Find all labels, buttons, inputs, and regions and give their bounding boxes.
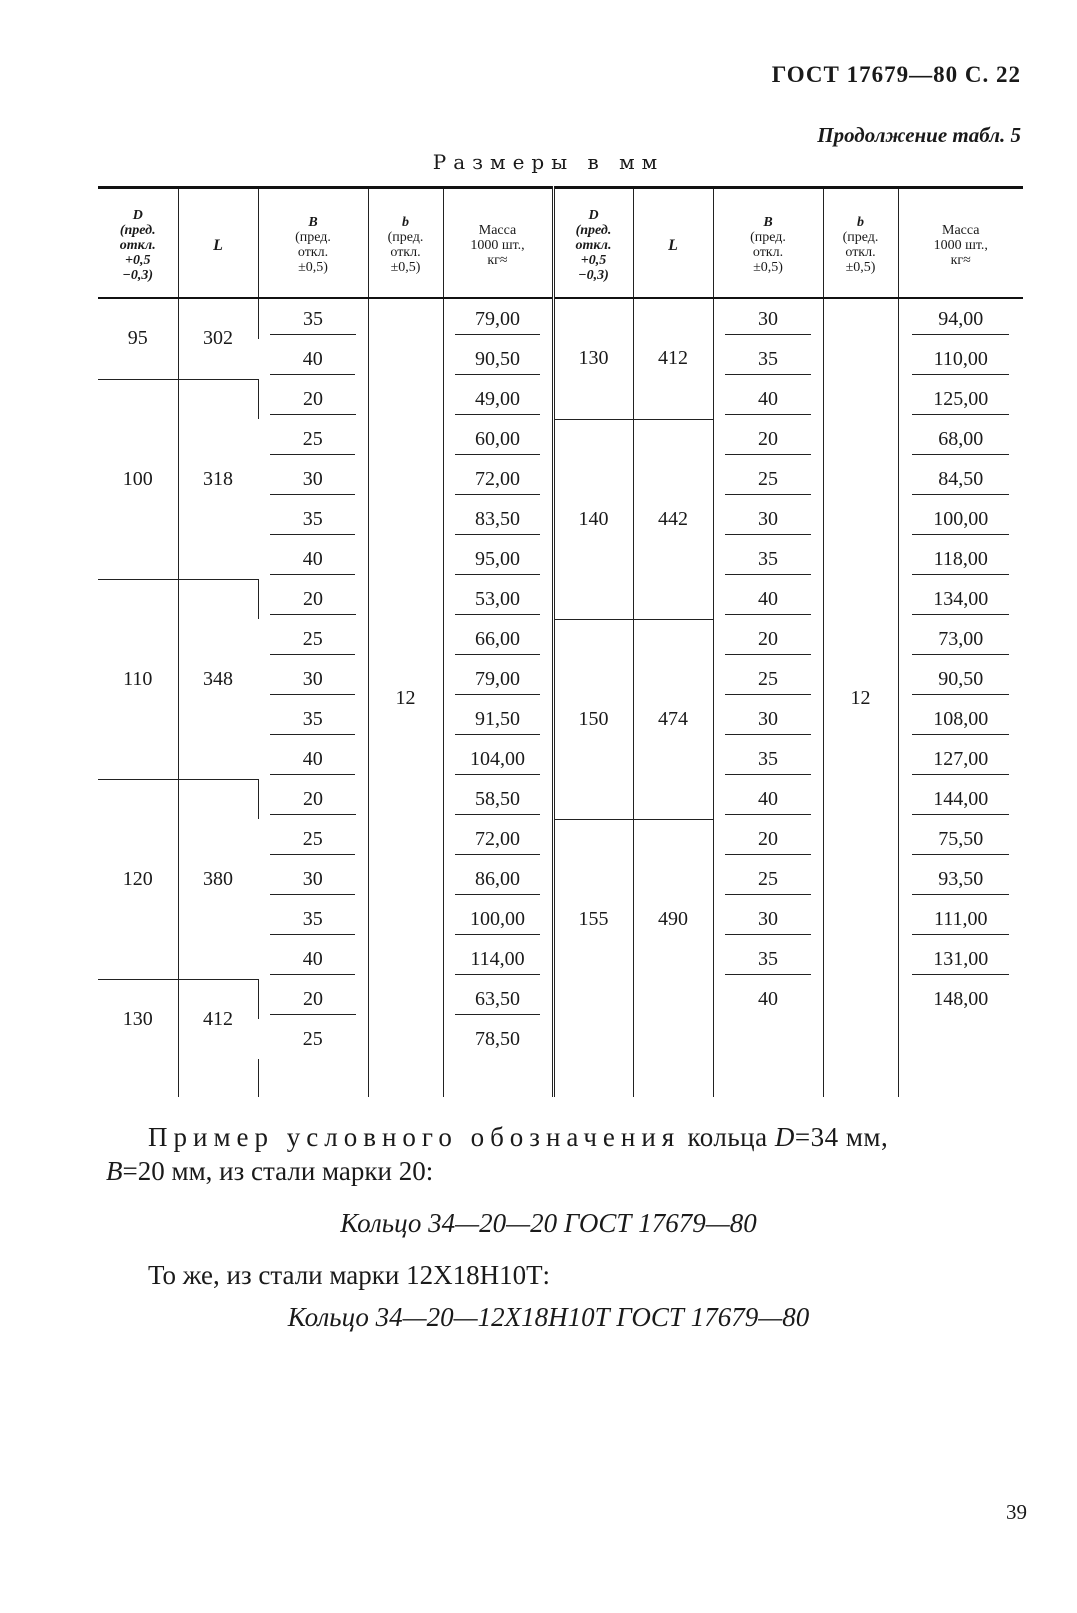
cell-mass-value: 66,00 (455, 624, 539, 655)
cell-mass-value: 134,00 (912, 584, 1009, 615)
cell-B-value: 30 (725, 904, 810, 935)
cell-L: 474 (633, 619, 713, 819)
cell-mass (898, 339, 1023, 379)
header-mass (443, 188, 553, 299)
cell-B (713, 499, 823, 539)
header-b-right-desc2: откл. (845, 245, 876, 260)
example-D-symbol: D (774, 1122, 795, 1152)
cell-mass-value: 114,00 (455, 944, 539, 975)
table-header-row (98, 188, 1023, 299)
cell-L: 490 (633, 819, 713, 1019)
cell-D: 110 (98, 579, 178, 779)
header-mass-1: Масса (478, 222, 517, 238)
header-b-right (823, 188, 898, 299)
cell-mass (443, 579, 553, 619)
cell-mass-value: 75,50 (912, 824, 1009, 855)
cell-B-value: 20 (725, 824, 810, 855)
header-D-desc1: (пред. (119, 222, 156, 238)
cell-D: 155 (553, 819, 633, 1019)
header-B-right (713, 188, 823, 299)
header-D-right-symbol: D (588, 207, 599, 223)
cell-D: 95 (98, 298, 178, 379)
cell-D: 130 (122, 1007, 153, 1030)
cell-mass (443, 459, 553, 499)
cell-mass-value: 53,00 (455, 584, 539, 615)
header-mass-3: кг≈ (487, 252, 508, 268)
cell-D: 120 (98, 779, 178, 979)
cell-B (258, 419, 368, 459)
cell-mass-value: 118,00 (912, 544, 1009, 575)
cell-B-value: 25 (725, 664, 810, 695)
cell-B-value: 40 (270, 344, 355, 375)
cell-B-value: 25 (725, 864, 810, 895)
cell-B (258, 539, 368, 579)
cell-B-value: 25 (302, 1028, 323, 1050)
cell-b: 12 (368, 298, 443, 1097)
header-b-right-desc3: ±0,5) (845, 260, 876, 275)
table-body (98, 298, 1023, 1097)
cell-B (258, 459, 368, 499)
cell-mass-value: 104,00 (455, 744, 539, 775)
cell-B (713, 379, 823, 419)
header-b-symbol: b (402, 215, 409, 230)
cell-mass (898, 298, 1023, 339)
cell-mass-value: 94,00 (912, 304, 1009, 335)
header-D-desc2: откл. (119, 237, 156, 253)
header-mass-2: 1000 шт., (470, 237, 525, 253)
cell-B-value: 20 (270, 984, 355, 1015)
header-b-desc2: откл. (390, 245, 421, 260)
cell-B-value: 35 (725, 744, 810, 775)
cell-mass-value: 72,00 (455, 464, 539, 495)
cell-L: 380 (178, 779, 258, 979)
cell-mass (898, 419, 1023, 459)
cell-D: 140 (553, 419, 633, 619)
cell-L: 348 (178, 579, 258, 779)
example-B-value: =20 мм, из стали марки 20: (122, 1156, 434, 1186)
header-B (258, 188, 368, 299)
cell-mass-empty (898, 1019, 1023, 1097)
cell-mass (443, 339, 553, 379)
spacer-cell (258, 1059, 368, 1097)
page-header: ГОСТ 17679—80 С. 22 (771, 62, 1021, 87)
cell-B (713, 339, 823, 379)
cell-L: 302 (178, 298, 258, 379)
cell-mass-value: 131,00 (912, 944, 1009, 975)
cell-B (713, 459, 823, 499)
header-D-right (553, 188, 633, 299)
cell-B-value: 35 (725, 944, 810, 975)
cell-mass (443, 539, 553, 579)
cell-mass-value: 93,50 (912, 864, 1009, 895)
cell-mass (443, 699, 553, 739)
header-b-right-symbol: b (857, 215, 864, 230)
cell-mass-value: 84,50 (912, 464, 1009, 495)
cell-mass (898, 459, 1023, 499)
cell-mass-value: 86,00 (455, 864, 539, 895)
cell-mass (443, 979, 553, 1019)
header-D-desc3: +0,5 (125, 252, 151, 268)
header-B-desc1: (пред. (295, 230, 331, 245)
cell-B-value: 30 (270, 664, 355, 695)
cell-mass (898, 659, 1023, 699)
cell-mass (898, 379, 1023, 419)
cell-B-value: 20 (725, 624, 810, 655)
cell-mass (898, 579, 1023, 619)
cell-mass (443, 819, 553, 859)
example-designation-2: Кольцо 34—20—12Х18Н10Т ГОСТ 17679—80 (287, 1302, 810, 1332)
cell-B (258, 298, 368, 339)
header-B-desc2: откл. (297, 245, 329, 260)
example-intro: Пример условного обозначения (148, 1122, 681, 1152)
cell-B-value: 25 (270, 424, 355, 455)
cell-B (258, 939, 368, 979)
cell-B-value: 40 (270, 944, 355, 975)
cell-mass (898, 699, 1023, 739)
header-L-right: L (633, 188, 713, 299)
cell-B-value: 40 (725, 384, 810, 415)
header-mass-right-2: 1000 шт., (933, 237, 988, 253)
cell-mass (898, 539, 1023, 579)
cell-mass-value: 90,50 (455, 344, 539, 375)
cell-B (713, 979, 823, 1019)
cell-mass-value: 83,50 (455, 504, 539, 535)
header-mass-right (898, 188, 1023, 299)
cell-mass-value: 125,00 (912, 384, 1009, 415)
cell-B (713, 298, 823, 339)
cell-mass-value: 78,50 (474, 1028, 520, 1050)
cell-L: 412 (633, 298, 713, 419)
cell-B-value: 35 (270, 504, 355, 535)
cell-mass (898, 819, 1023, 859)
cell-mass-value: 79,00 (455, 304, 539, 335)
cell-mass-value: 91,50 (455, 704, 539, 735)
header-L: L (178, 188, 258, 299)
cell-B-value: 40 (725, 584, 810, 615)
cell-B (258, 979, 368, 1019)
cell-mass-value: 60,00 (455, 424, 539, 455)
spacer-cell (443, 1059, 553, 1097)
cell-mass (443, 1019, 553, 1059)
cell-mass-value: 100,00 (455, 904, 539, 935)
cell-B (713, 859, 823, 899)
page-number: 39 (1006, 1500, 1027, 1524)
cell-B (713, 699, 823, 739)
cell-mass-value: 144,00 (912, 784, 1009, 815)
cell-D: 130 (553, 298, 633, 419)
cell-B-value: 35 (270, 704, 355, 735)
cell-mass-value: 90,50 (912, 664, 1009, 695)
table-row (98, 298, 1023, 339)
cell-B (258, 1019, 368, 1059)
header-D-right-desc2: откл. (575, 237, 612, 253)
units-caption: Размеры в мм (432, 150, 665, 174)
cell-mass-value: 49,00 (455, 384, 539, 415)
cell-D-empty (553, 1019, 633, 1097)
cell-B (258, 619, 368, 659)
cell-mass-value: 95,00 (455, 544, 539, 575)
header-B-symbol: B (308, 215, 318, 230)
cell-mass (443, 619, 553, 659)
cell-B (258, 699, 368, 739)
cell-mass (898, 859, 1023, 899)
cell-mass (443, 499, 553, 539)
cell-L-empty (633, 1019, 713, 1097)
cell-B (258, 659, 368, 699)
cell-mass (443, 659, 553, 699)
cell-mass (443, 939, 553, 979)
header-D-right-desc1: (пред. (575, 222, 612, 238)
cell-mass (443, 899, 553, 939)
cell-B-value: 25 (270, 624, 355, 655)
cell-B-value: 20 (270, 784, 355, 815)
cell-B (713, 539, 823, 579)
cell-B-value: 40 (270, 744, 355, 775)
cell-B-value: 40 (757, 988, 778, 1010)
cell-mass-value: 63,50 (455, 984, 539, 1015)
cell-mass (898, 739, 1023, 779)
cell-mass-value: 110,00 (912, 344, 1009, 375)
example-line-1 (148, 1120, 1028, 1155)
header-B-desc3: ±0,5) (298, 260, 328, 275)
cell-mass (898, 939, 1023, 979)
cell-B-value: 40 (270, 544, 355, 575)
cell-mass (898, 499, 1023, 539)
cell-B (258, 859, 368, 899)
table-continuation-label: Продолжение табл. 5 (817, 123, 1021, 147)
cell-B (258, 499, 368, 539)
cell-mass (443, 739, 553, 779)
cell-B (258, 379, 368, 419)
cell-B (713, 819, 823, 859)
cell-B (713, 579, 823, 619)
example-line-2 (106, 1154, 433, 1189)
cell-B (713, 779, 823, 819)
cell-B-value: 30 (725, 704, 810, 735)
header-D-right-desc4: −0,3) (578, 267, 609, 283)
cell-B-value: 35 (725, 544, 810, 575)
cell-mass-value: 111,00 (912, 904, 1009, 935)
header-D (98, 188, 178, 299)
cell-mass (443, 379, 553, 419)
cell-B (258, 339, 368, 379)
cell-mass (443, 419, 553, 459)
header-B-right-desc1: (пред. (750, 230, 786, 245)
example-line-4: То же, из стали марки 12Х18Н10Т: (148, 1260, 551, 1290)
cell-B-value: 25 (270, 824, 355, 855)
cell-B-empty (713, 1019, 823, 1097)
cell-L: 442 (633, 419, 713, 619)
cell-B (258, 779, 368, 819)
cell-mass-value: 68,00 (912, 424, 1009, 455)
header-D-right-desc3: +0,5 (580, 252, 607, 268)
cell-D: 150 (553, 619, 633, 819)
cell-mass-value: 148,00 (933, 988, 989, 1010)
cell-B-value: 25 (725, 464, 810, 495)
cell-mass-value: 72,00 (455, 824, 539, 855)
cell-mass (898, 899, 1023, 939)
cell-B-value: 20 (725, 424, 810, 455)
example-designation-1: Кольцо 34—20—20 ГОСТ 17679—80 (340, 1208, 757, 1238)
header-B-right-symbol: B (763, 215, 773, 230)
cell-B (258, 899, 368, 939)
cell-b: 12 (823, 298, 898, 1097)
cell-B (713, 899, 823, 939)
cell-L: 318 (178, 379, 258, 579)
cell-B (258, 819, 368, 859)
header-b-desc1: (пред. (387, 230, 424, 245)
cell-B-value: 20 (270, 584, 355, 615)
cell-B (713, 659, 823, 699)
header-mass-right-1: Масса (942, 222, 980, 238)
cell-B (713, 739, 823, 779)
cell-mass (898, 619, 1023, 659)
header-D-symbol: D (132, 207, 143, 223)
cell-mass-value: 127,00 (912, 744, 1009, 775)
cell-mass-value: 73,00 (912, 624, 1009, 655)
cell-B (713, 939, 823, 979)
example-ring-word: кольца (687, 1122, 768, 1152)
header-b-right-desc1: (пред. (842, 230, 879, 245)
header-B-right-desc3: ±0,5) (753, 260, 783, 275)
header-b-desc3: ±0,5) (390, 260, 421, 275)
header-B-right-desc2: откл. (752, 245, 784, 260)
spacer-cell (98, 1059, 178, 1097)
example-D-value: =34 мм, (794, 1122, 889, 1152)
cell-L: 412 (178, 979, 258, 1059)
cell-B-value: 20 (270, 384, 355, 415)
cell-mass-value: 100,00 (912, 504, 1009, 535)
cell-B-value: 30 (725, 304, 810, 335)
example-B-symbol: B (106, 1156, 123, 1186)
cell-mass (898, 779, 1023, 819)
cell-mass (443, 779, 553, 819)
cell-mass-value: 58,50 (455, 784, 539, 815)
cell-B-value: 35 (270, 304, 355, 335)
cell-mass (443, 859, 553, 899)
cell-B-value: 40 (725, 784, 810, 815)
cell-mass (443, 298, 553, 339)
cell-mass (898, 979, 1023, 1019)
cell-B (713, 419, 823, 459)
rings-dimensions-table (98, 186, 1023, 1097)
cell-B-value: 35 (270, 904, 355, 935)
cell-D: 100 (98, 379, 178, 579)
cell-B-value: 30 (725, 504, 810, 535)
cell-B (258, 739, 368, 779)
cell-B-value: 30 (270, 464, 355, 495)
cell-B (258, 579, 368, 619)
cell-B (713, 619, 823, 659)
cell-mass-value: 108,00 (912, 704, 1009, 735)
header-b (368, 188, 443, 299)
header-D-desc4: −0,3) (122, 267, 154, 283)
spacer-cell (178, 1059, 258, 1097)
cell-B-value: 30 (270, 864, 355, 895)
cell-mass-value: 79,00 (455, 664, 539, 695)
cell-B-value: 35 (725, 344, 810, 375)
header-mass-right-3: кг≈ (950, 252, 971, 268)
